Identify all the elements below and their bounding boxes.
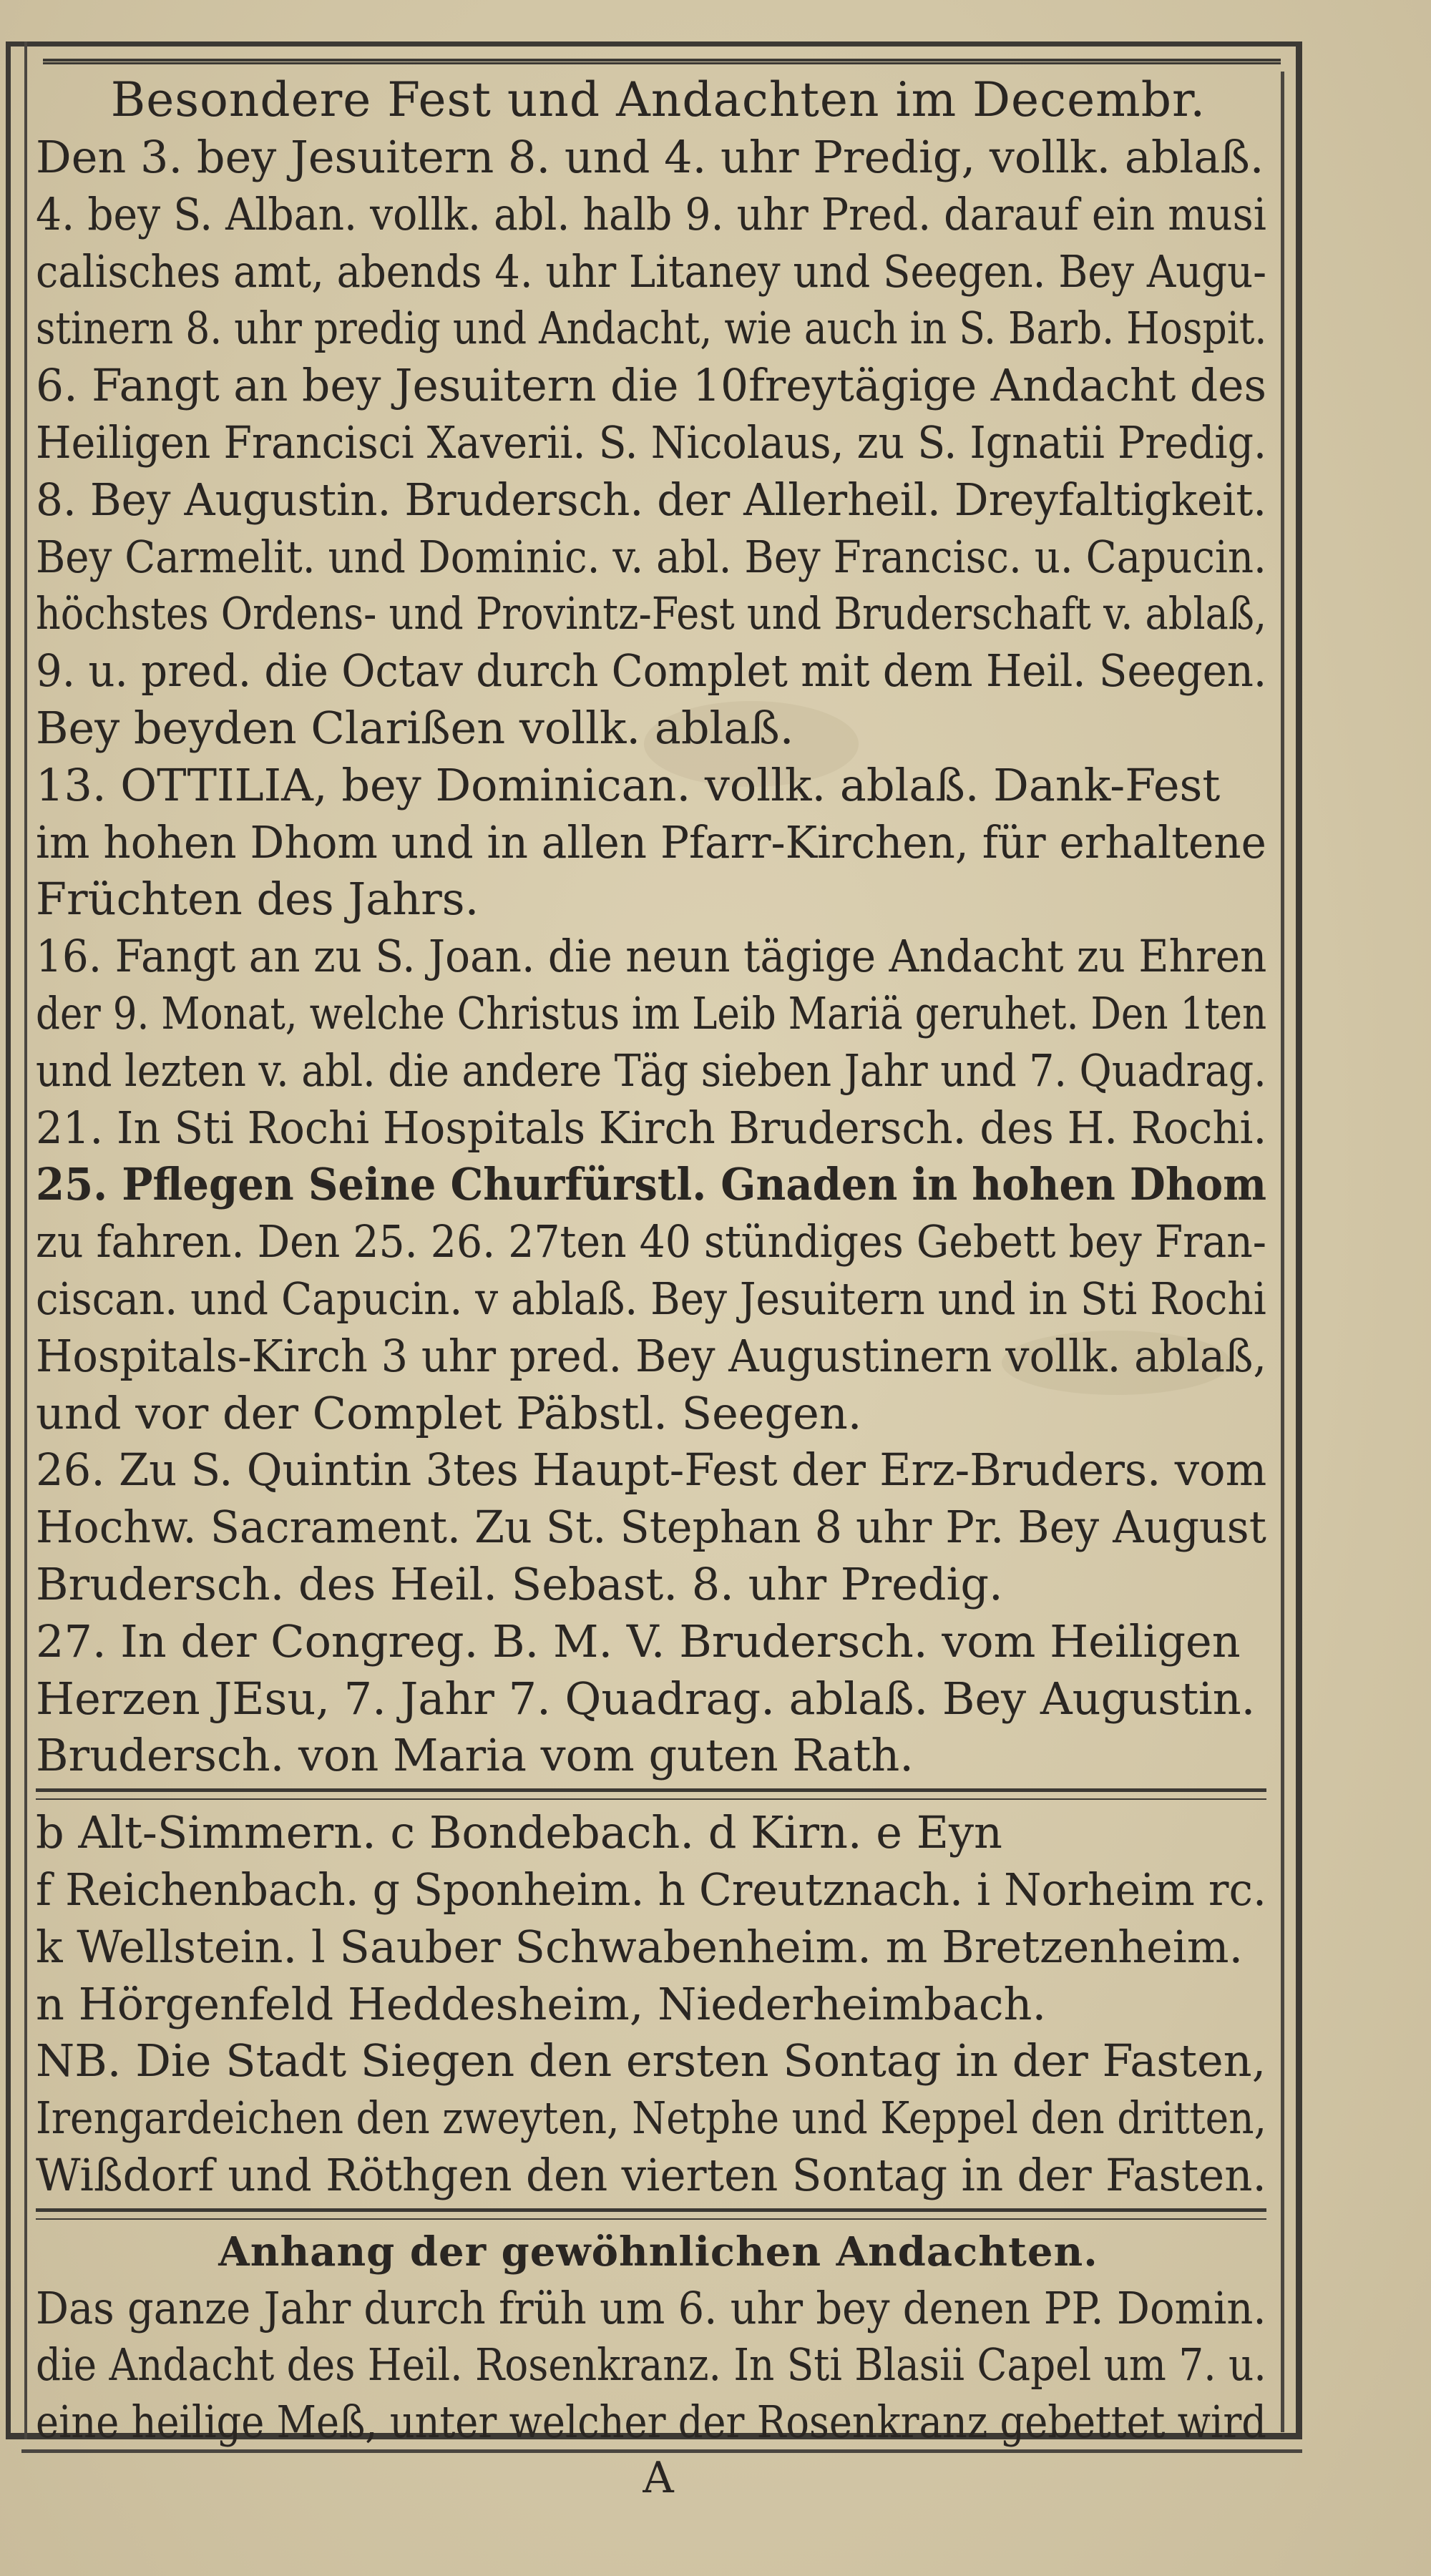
appendix-section: [36, 2280, 1281, 2451]
appendix-title: Anhang der gewöhnlichen Andachten.: [218, 2228, 1098, 2276]
text-line: Brudersch. des Heil. Sebast. 8. uhr Predig.: [36, 1557, 1003, 1610]
text-line: b Alt-Simmern. c Bondebach. d Kirn. e Eyn: [36, 1806, 1002, 1859]
text-line: stinern 8. uhr predig und Andacht, wie auch in S. Barb. Hospit.: [36, 302, 1267, 355]
text-line: Hospitals-Kirch 3 uhr pred. Bey Augustinern vollk. ablaß,: [36, 1329, 1267, 1382]
text-line: 25. Pflegen Seine Churfürstl. Gnaden in hohen Dhom: [36, 1158, 1267, 1211]
text-line: k Wellstein. l Sauber Schwabenheim. m Bretzenheim.: [36, 1920, 1244, 1973]
text-line: höchstes Ordens- und Provintz-Fest und Bruderschaft v. ablaß,: [36, 587, 1267, 640]
text-line: 4. bey S. Alban. vollk. abl. halb 9. uhr Pred. darauf ein musi: [36, 187, 1266, 240]
page-title: Besondere Fest und Andachten im Decembr.: [110, 72, 1206, 127]
text-line: Irengardeichen den zweyten, Netphe und Keppel den dritten,: [36, 2092, 1267, 2145]
text-line: 9. u. pred. die Octav durch Complet mit dem Heil. Seegen.: [36, 645, 1267, 697]
text-line: f Reichenbach. g Sponheim. h Creutznach. i Norheim rc.: [36, 1863, 1266, 1916]
text-line: Das ganze Jahr durch früh um 6. uhr bey denen PP. Domin.: [36, 2281, 1266, 2334]
top-double-rule: [43, 59, 1281, 64]
text-line: und vor der Complet Päbstl. Seegen.: [36, 1386, 862, 1439]
left-border-rule: [24, 41, 27, 2439]
text-line: 26. Zu S. Quintin 3tes Haupt-Fest der Erz-Bruders. vom: [36, 1444, 1267, 1497]
text-line: NB. Die Stadt Siegen den ersten Sontag in der Fasten,: [36, 2034, 1266, 2087]
text-line: Bey Carmelit. und Dominic. v. abl. Bey Francisc. u. Capucin.: [36, 530, 1266, 583]
text-line: eine heilige Meß, unter welcher der Rosenkranz gebettet wird: [36, 2396, 1266, 2449]
december-feasts-section: [36, 129, 1281, 1784]
text-line: im hohen Dhom und in allen Pfarr-Kirchen, für erhaltene: [36, 816, 1266, 868]
section-divider: [36, 1788, 1266, 1800]
section-divider: [36, 2208, 1266, 2220]
text-line: Den 3. bey Jesuitern 8. und 4. uhr Predig, vollk. ablaß.: [36, 131, 1264, 183]
text-line: ciscan. und Capucin. v ablaß. Bey Jesuitern und in Sti Rochi: [36, 1272, 1266, 1325]
catchword: A: [643, 2453, 674, 2504]
text-line: die Andacht des Heil. Rosenkranz. In Sti Blasii Capel um 7. u.: [36, 2339, 1266, 2391]
text-line: Herzen JEsu, 7. Jahr 7. Quadrag. ablaß. Bey Augustin.: [36, 1672, 1256, 1725]
bottom-rule: [21, 2449, 1302, 2453]
place-notes-section: [36, 1804, 1281, 2204]
text-line: Heiligen Francisci Xaverii. S. Nicolaus, zu S. Ignatii Predig.: [36, 416, 1267, 469]
text-line: Wißdorf und Röthgen den vierten Sontag in der Fasten.: [36, 2148, 1266, 2201]
text-line: 13. OTTILIA, bey Dominican. vollk. ablaß. Dank-Fest: [36, 758, 1221, 811]
right-border-rule: [1281, 72, 1284, 2432]
text-line: 16. Fangt an zu S. Joan. die neun tägige Andacht zu Ehren: [36, 930, 1267, 983]
text-line: 6. Fangt an bey Jesuitern die 10freytägige Andacht des: [36, 359, 1267, 412]
text-line: Früchten des Jahrs.: [36, 873, 479, 926]
text-line: calisches amt, abends 4. uhr Litaney und Seegen. Bey Augu-: [36, 245, 1267, 298]
text-line: Brudersch. von Maria vom guten Rath.: [36, 1729, 914, 1782]
text-line: zu fahren. Den 25. 26. 27ten 40 stündiges Gebett bey Fran-: [36, 1215, 1266, 1268]
text-line: 27. In der Congreg. B. M. V. Brudersch. vom Heiligen: [36, 1615, 1241, 1667]
text-line: der 9. Monat, welche Christus im Leib Mariä geruhet. Den 1ten: [36, 986, 1267, 1039]
text-line: n Hörgenfeld Heddesheim, Niederheimbach.: [36, 1977, 1047, 2030]
text-line: 8. Bey Augustin. Brudersch. der Allerheil. Dreyfaltigkeit.: [36, 473, 1267, 526]
text-line: Bey beyden Clarißen vollk. ablaß.: [36, 701, 794, 754]
page-content: [36, 72, 1281, 2504]
text-line: Hochw. Sacrament. Zu St. Stephan 8 uhr Pr. Bey August: [36, 1501, 1266, 1554]
text-line: und lezten v. abl. die andere Täg sieben Jahr und 7. Quadrag.: [36, 1044, 1266, 1097]
text-line: 21. In Sti Rochi Hospitals Kirch Brudersch. des H. Rochi.: [36, 1101, 1267, 1154]
